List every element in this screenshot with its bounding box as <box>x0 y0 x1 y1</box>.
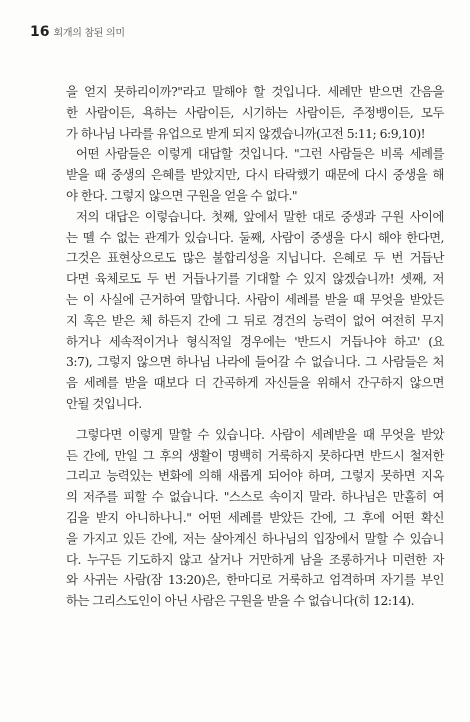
text-line: 안될 것입니다. <box>66 395 142 411</box>
text-line: 다. 누구든 기도하지 않고 살거나 거만하게 남을 조롱하거나 미련한 자 <box>66 551 444 567</box>
text-line: 와 사귀는 사람(잠 13:20)은, 한마디로 거룩하고 엄격하며 자기를 부인 <box>66 572 444 588</box>
text-line: 의 저주를 피할 수 없습니다. "스스로 속이지 말라. 하나님은 만홀히 여 <box>66 489 444 505</box>
text-line: 다면 육체로도 두 번 거듭나기를 기대할 수 있지 않겠습니까! 셋째, 저 <box>66 271 444 287</box>
text-line: 그렇다면 이렇게 말할 수 있습니다. 사람이 세례받을 때 무엇을 받았 <box>76 426 444 442</box>
text-line: 야 한다. 그렇지 않으면 구원을 얻을 수 없다." <box>66 187 298 203</box>
text-line: 지 혹은 받은 체 하든지 간에 그 뒤로 경건의 능력이 없어 여전히 무지 <box>66 312 444 328</box>
text-line: 어떤 사람들은 이렇게 대답할 것입니다. "그런 사람들은 비록 세례를 <box>76 146 444 162</box>
text-line: 저의 대답은 이렇습니다. 첫째, 앞에서 말한 대로 중생과 구원 사이에 <box>76 208 444 224</box>
text-line: 그리고 능력있는 변화에 의해 새롭게 되어야 하며, 그렇지 못하면 지옥 <box>66 468 444 484</box>
text-line: 을 가지고 있든 간에, 저는 살아계신 하나님의 입장에서 말할 수 있습니 <box>66 530 444 546</box>
text-line: 3:7), 그렇지 않으면 하나님 나라에 들어갈 수 없습니다. 그 사람들은 처 <box>66 354 444 370</box>
body-text <box>66 82 444 612</box>
text-line: 받을 때 중생의 은혜를 받았지만, 다시 타락했기 때문에 다시 중생을 해 <box>66 167 444 183</box>
text-line: 한 사람이든, 욕하는 사람이든, 시기하는 사람이든, 주정뱅이든, 모두 <box>66 104 444 120</box>
text-line: 그것은 표현상으로도 많은 불합리성을 지닙니다. 은혜로 두 번 거듭난 <box>66 250 444 266</box>
page-number: 16 <box>30 24 50 40</box>
text-line: 김을 받지 아니하나니." 어떤 세례를 받았든 간에, 그 후에 어떤 확신 <box>66 509 444 525</box>
text-line: 음 세례를 받을 때보다 더 간곡하게 자신들을 위해서 간구하지 않으면 <box>66 375 444 391</box>
text-line: 는 이 사실에 근거하여 말합니다. 사람이 세례를 받을 때 무엇을 받았든 <box>66 291 444 307</box>
page-header <box>30 24 125 40</box>
text-line: 가 하나님 나라를 유업으로 받게 되지 않겠습니까(고전 5:11; 6:9,10)! <box>66 125 426 141</box>
text-line: 는 뗄 수 없는 관계가 있습니다. 둘째, 사람이 중생을 다시 해야 한다면, <box>66 229 444 245</box>
text-line: 을 얻지 못하리이까?"라고 말해야 할 것입니다. 세례만 받으면 간음을 <box>66 84 444 99</box>
text-line: 하거나 세속적이거나 형식적일 경우에는 '반드시 거듭나야 하고' (요 <box>66 333 444 349</box>
running-title: 회개의 참된 의미 <box>53 28 125 39</box>
text-line: 하는 그리스도인이 아닌 사람은 구원을 받을 수 없습니다(히 12:14). <box>66 593 415 609</box>
text-line: 든 간에, 만일 그 후의 생활이 명백히 거룩하지 못하다면 반드시 철저한 <box>66 447 444 463</box>
